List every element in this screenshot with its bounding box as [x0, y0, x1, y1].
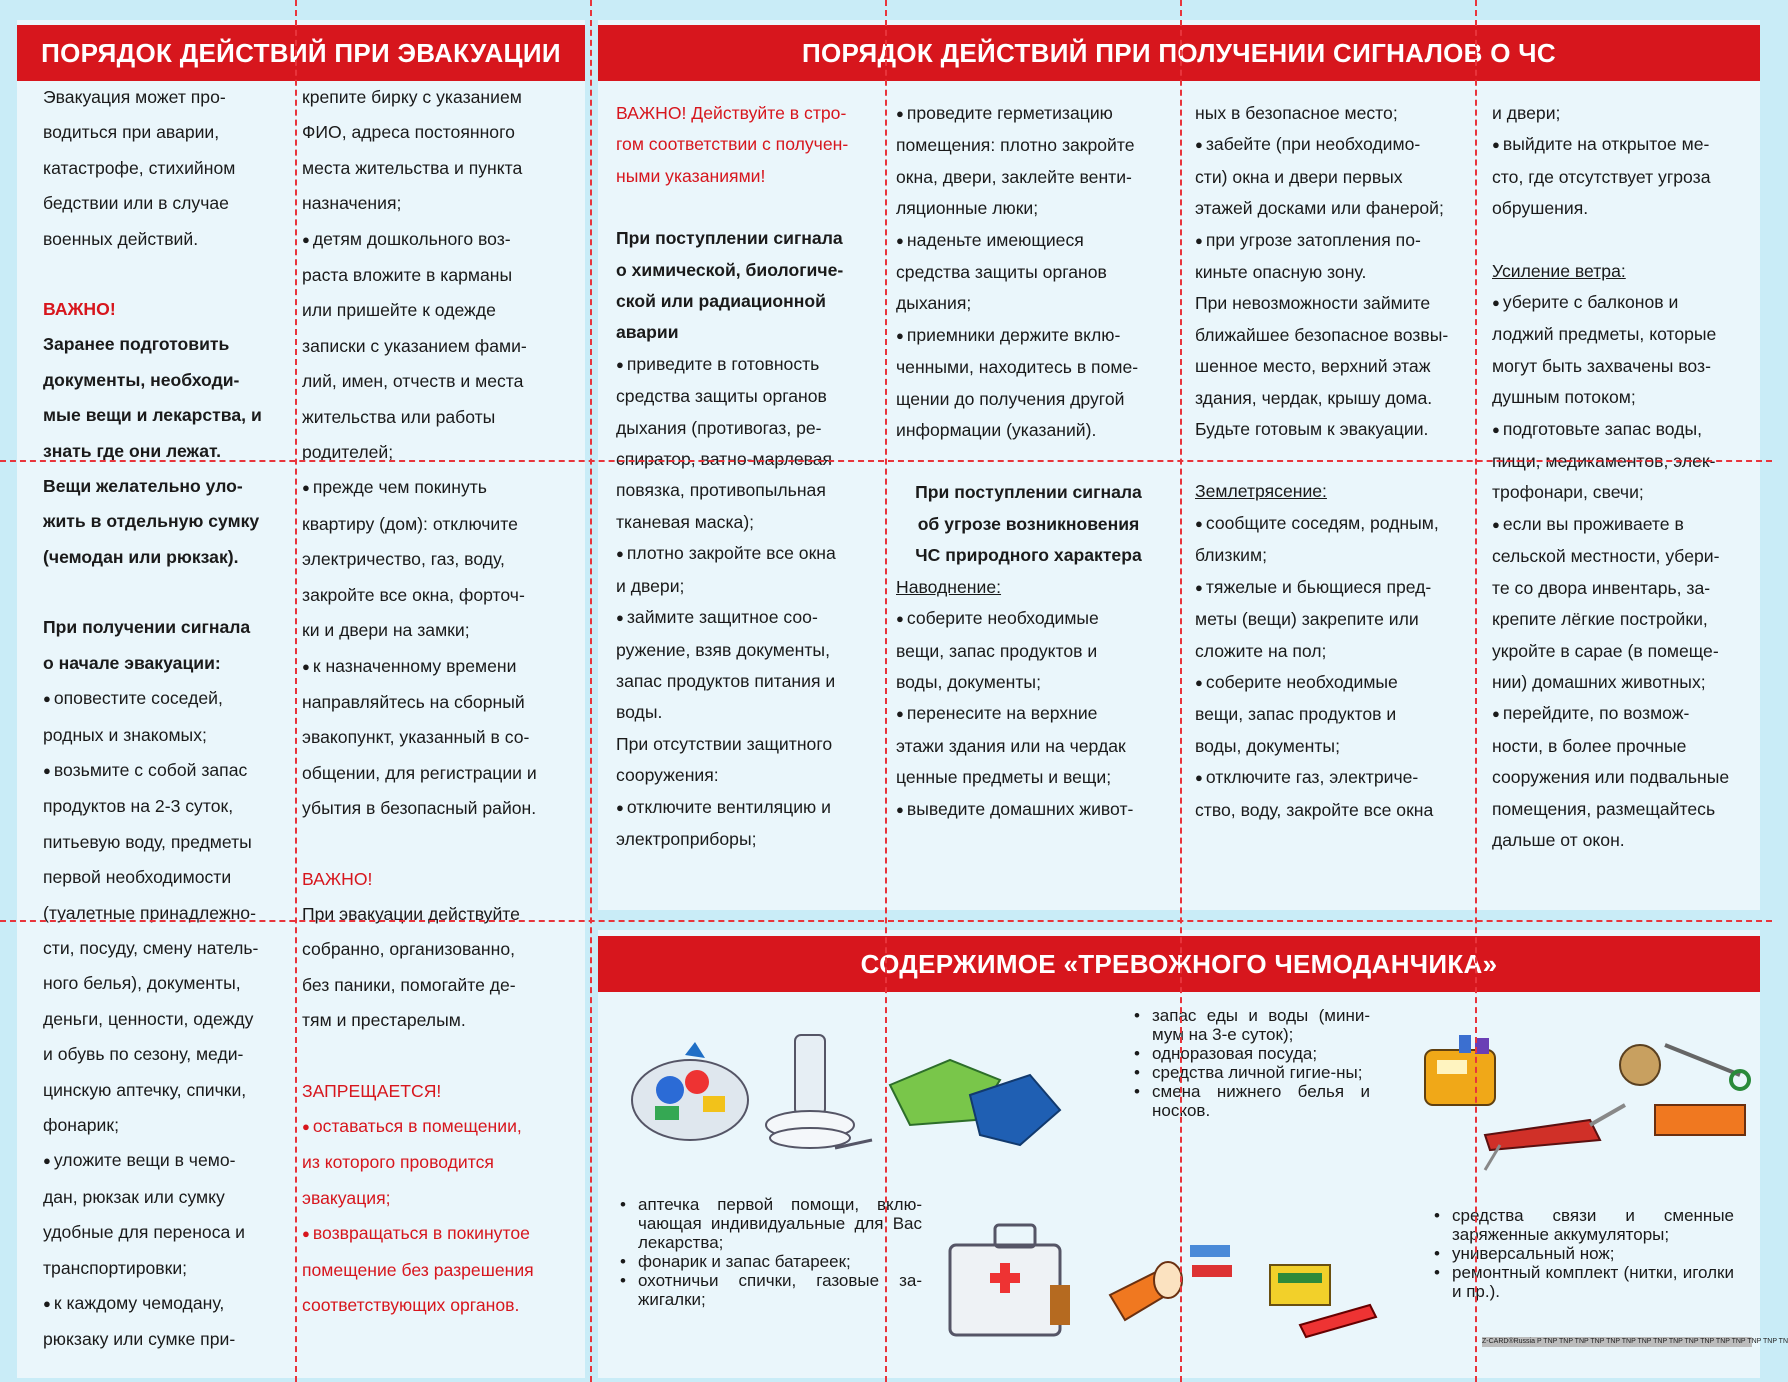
signals-column-2: ● проведите герметизацию помещения: плотно закройте окна, двери, заклейте венти- ляционные люки; ● наденьте имеющиеся средства защиты органов дыхания; ● приемники держите вклю- ченными, находитесь в поме- щении до получения другой информации (указаний). При поступлении сигнала об угрозе возникновения ЧС природного характера Наводнение: ● соберите необходимые вещи, запас продуктов и воды, документы; ● перенесите на верхние этажи здания или на чердак ценные предметы и вещи; ● выведите домашних живот-	[896, 98, 1161, 826]
fold-line	[1180, 0, 1182, 1382]
list-item: • запас еды и воды (мини-мум на 3-е суток);	[1130, 1006, 1370, 1044]
list-item: • универсальный нож;	[1430, 1244, 1734, 1263]
evacuation-column-2: крепите бирку с указанием ФИО, адреса постоянного места жительства и пункта назначения; ● детям дошкольного воз- раста вложите в карманы или пришейте к одежде записки с указанием фами- лий, имен, отчеств и места жительства или работы родителей; ● прежде чем покинуть квартиру (дом): отключите электричество, газ, воду, закройте все окна, форточ- ки и двери на замки; ● к назначенному времени направляйтесь на сборный эвакопункт, указанный в со- общении, для регистрации и убытия в безопасный район. ВАЖНО! При эвакуации действуйте собранно, организованно, без паники, помогайте де- тям и престарелым. ЗАПРЕЩАЕТСЯ! ● оставаться в помещении, из которого проводится эвакуация; ● возвращаться в покинутое помещение без разрешения соответствующих органов.	[302, 80, 572, 1323]
signals-column-4: и двери; ● выйдите на открытое ме- сто, где отсутствует угроза обрушения. Усиление ветра: ● уберите с балконов и лоджий предметы, которые могут быть захвачены воз- душным потоком; ● подготовьте запас воды, пищи, медикаментов, элек- трофонари, свечи; ● если вы проживаете в сельской местности, убери- те со двора инвентарь, за- крепите лёгкие постройки, укройте в сарае (в помеще- нии) домашних животных; ● перейдите, по возмож- ности, в более прочные сооружения или подвальные помещения, размещайтесь дальше от окон.	[1492, 98, 1754, 856]
sewing-kit-icon	[1605, 1035, 1755, 1145]
wind-heading: Усиление ветра:	[1492, 260, 1626, 281]
flashlight-icon	[1100, 1225, 1240, 1335]
fold-line	[0, 460, 1772, 462]
list-item: • ремонтный комплект (нитки, иголки и пр.).	[1430, 1263, 1734, 1301]
important-label-2: ВАЖНО!	[302, 868, 373, 889]
list-item: • средства личной гигие-ны;	[1130, 1063, 1370, 1082]
list-item: • средства связи и сменные заряженные аккумуляторы;	[1430, 1206, 1734, 1244]
flood-heading: Наводнение:	[896, 576, 1002, 597]
print-code: Z-CARD®Russia P TNP TNP TNP TNP TNP TNP TNP TNP TNP TNP TNP TNP TNP TNP TNP TN	[1482, 1338, 1788, 1345]
signals-title: ПОРЯДОК ДЕЙСТВИЙ ПРИ ПОЛУЧЕНИИ СИГНАЛОВ О ЧС	[598, 25, 1760, 81]
signals-column-1: ВАЖНО! Действуйте в стро- гом соответствии с получен- ными указаниями! При поступлении сигнала о химической, биологиче- ской или радиационной аварии ● приведите в готовность средства защиты органов дыхания (противогаз, ре- спиратор, ватно-марлевая повязка, противопыльная тканевая маска); ● плотно закройте все окна и двери; ● займите защитное соо- ружение, взяв документы, запас продуктов питания и воды. При отсутствии защитного сооружения: ● отключите вентиляцию и электроприборы;	[616, 98, 876, 855]
fold-line	[0, 920, 1772, 922]
kit-title: СОДЕРЖИМОЕ «ТРЕВОЖНОГО ЧЕМОДАНЧИКА»	[598, 936, 1760, 992]
fold-line	[590, 0, 592, 1382]
important-label: ВАЖНО!	[43, 299, 116, 320]
list-item: • охотничьи спички, газовые за-жигалки;	[616, 1271, 922, 1309]
evacuation-column-1: Эвакуация может про- водиться при аварии, катастрофе, стихийном бедствии или в случае военных действий. ВАЖНО! Заранее подготовить документы, необходи- мые вещи и лекарства, и знать где они лежат. Вещи желательно уло- жить в отдельную сумку (чемодан или рюкзак). При получении сигнала о начале эвакуации: ● оповестите соседей, родных и знакомых; ● возьмите с собой запас продуктов на 2-3 суток, питьевую воду, предметы первой необходимости (туалетные принадлежно- сти, посуду, смену натель- ного белья), документы, деньги, ценности, одежду и обувь по сезону, меди- цинскую аптечку, спички, фонарик; ● уложите вещи в чемо- дан, рюкзак или сумку удобные для переноса и транспортировки; ● к каждому чемодану, рюкзаку или сумке при-	[43, 80, 293, 1358]
dishes-icon	[760, 1030, 880, 1160]
earthquake-heading: Землетрясение:	[1195, 481, 1327, 502]
matches-lighter-icon	[1260, 1245, 1390, 1345]
first-aid-kit-icon	[940, 1215, 1090, 1345]
kit-list-left	[616, 1195, 922, 1309]
list-item: • фонарик и запас батареек;	[616, 1252, 922, 1271]
list-item: • смена нижнего белья и носков.	[1130, 1082, 1370, 1120]
food-bag-icon	[625, 1030, 755, 1150]
clothes-icon	[880, 1050, 1070, 1150]
list-item: • одноразовая посуда;	[1130, 1044, 1370, 1063]
fold-line	[295, 0, 297, 1382]
forbidden-label: ЗАПРЕЩАЕТСЯ!	[302, 1080, 442, 1101]
evacuation-title: ПОРЯДОК ДЕЙСТВИЙ ПРИ ЭВАКУАЦИИ	[17, 25, 585, 81]
list-item: • аптечка первой помощи, вклю-чающая индивидуальные для Вас лекарства;	[616, 1195, 922, 1252]
fold-line	[1475, 0, 1477, 1382]
signals-column-3: ных в безопасное место; ● забейте (при необходимо- сти) окна и двери первых этажей досками или фанерой; ● при угрозе затопления по- киньте опасную зону. При невозможности займите ближайшее безопасное возвы- шенное место, верхний этаж здания, чердак, крышу дома. Будьте готовым к эвакуации. Землетрясение: ● сообщите соседям, родным, близким; ● тяжелые и бьющиеся пред- меты (вещи) закрепите или сложите на пол; ● соберите необходимые вещи, запас продуктов и воды, документы; ● отключите газ, электриче- ство, воду, закройте все окна	[1195, 98, 1475, 826]
fold-line	[885, 0, 887, 1382]
kit-list-top	[1130, 1006, 1370, 1120]
